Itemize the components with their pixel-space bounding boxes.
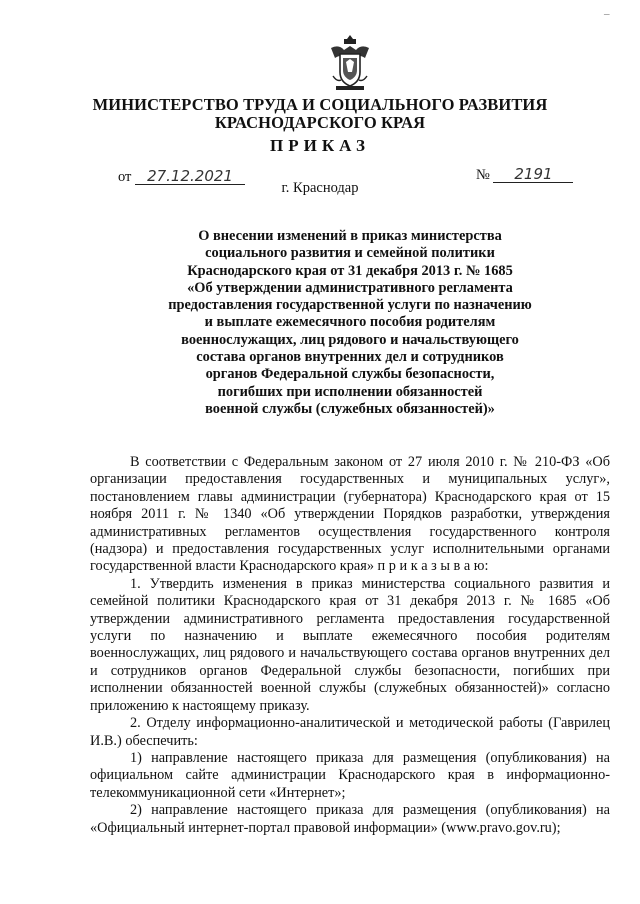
subject-line: состава органов внутренних дел и сотрудников (196, 349, 504, 366)
item-2-1-paragraph: 1) направление настоящего приказа для размещения (опубликования) на официальном сайте администрации Краснодарского края в информационно-телекоммуникационной сети «Интернет»; (90, 749, 610, 801)
intro-paragraph: В соответствии с Федеральным законом от 27 июля 2010 г. № 210-ФЗ «Об организации предоставления государственных и муниципальных услуг», постановлением главы администрации (губернатора) Краснодарского края от 15 ноября 2011 г. № 1340 «Об утверждении Порядков разработки, утверждения административных регламентов осуществления государственного контроля (надзора) и предоставления государственных услуг исполнительными органами государственной власти Краснодарского края» п р и к а з ы в а ю: (90, 454, 610, 575)
subject-line: социального развития и семейной политики (205, 245, 495, 262)
ministry-line-1: МИНИСТЕРСТВО ТРУДА И СОЦИАЛЬНОГО РАЗВИТИЯ (92, 95, 548, 114)
item-2-paragraph: 2. Отделу информационно-аналитической и методической работы (Гаврилец И.В.) обеспечить: (90, 715, 610, 749)
subject-line: военнослужащих, лиц рядового и начальствующего (181, 331, 519, 348)
ministry-line-2: КРАСНОДАРСКОГО КРАЯ (214, 113, 426, 132)
subject-line: погибших при исполнении обязанностей (217, 383, 483, 400)
page-corner-mark: _ (604, 4, 610, 16)
subject-line: Краснодарского края от 31 декабря 2013 г. № 1685 (187, 262, 513, 279)
date-prefix: от (118, 169, 132, 185)
item-2-2-paragraph: 2) направление настоящего приказа для размещения (опубликования) на «Официальный интернет-портал правовой информации» (www.pravo.gov.ru); (90, 802, 610, 836)
order-title: ПРИКАЗ (270, 136, 370, 155)
ministry-name (0, 96, 640, 132)
number-value: 2191 (493, 166, 573, 183)
number-prefix: № (476, 167, 490, 183)
subject-line: «Об утверждении административного регламента (187, 279, 513, 296)
subject-line: предоставления государственной услуги по назначению (168, 297, 532, 314)
order-body (90, 454, 610, 837)
subject-line: и выплате ежемесячного пособия родителям (204, 314, 496, 331)
order-subject (150, 228, 550, 418)
subject-line: органов Федеральной службы безопасности, (205, 366, 495, 383)
subject-line: военной службы (служебных обязанностей)» (205, 400, 495, 417)
coat-of-arms-emblem (327, 32, 373, 92)
item-1-paragraph: 1. Утвердить изменения в приказ министерства социального развития и семейной политики Краснодарского края от 31 декабря 2013 г. № 1685 «Об утверждении административного регламента предоставления государственной услуги по назначению и выплате ежемесячного пособия родителям военнослужащих, лиц рядового и начальствующего состава органов внутренних дел и сотрудников органов Федеральной службы безопасности, погибших при исполнении обязанностей военной службы (служебных обязанностей)» согласно приложению к настоящему приказу. (90, 575, 610, 714)
subject-line: О внесении изменений в приказ министерства (198, 228, 502, 244)
date-value: 27.12.2021 (135, 168, 245, 185)
city: г. Краснодар (281, 180, 359, 196)
